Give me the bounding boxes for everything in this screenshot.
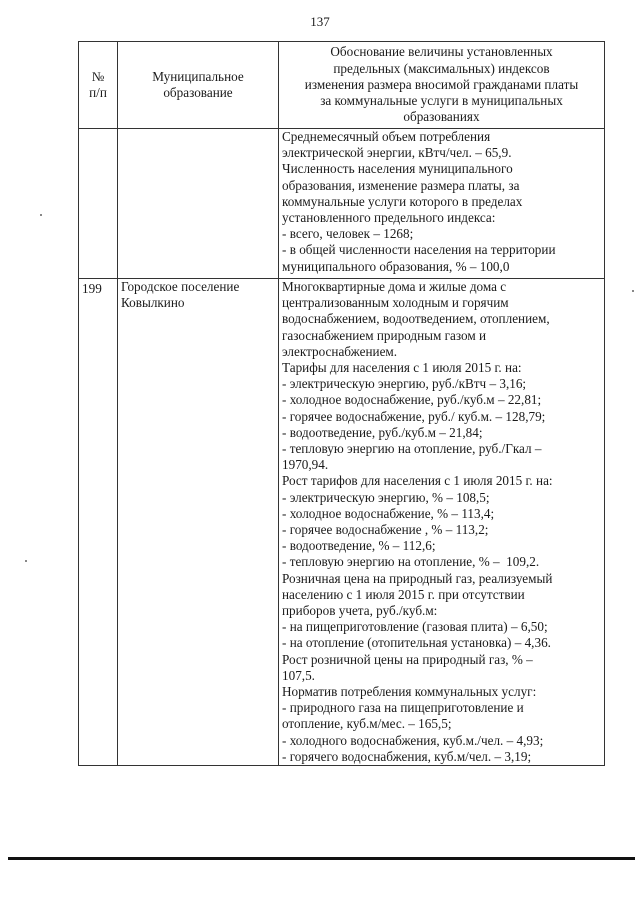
justification-line: - водоотведение, % – 112,6; — [282, 538, 436, 554]
justification-line: - водоотведение, руб./куб.м – 21,84; — [282, 424, 483, 440]
cell-municipality — [118, 279, 279, 766]
header-municipality-line: Муниципальное — [152, 68, 244, 84]
justification-line: Тарифы для населения с 1 июля 2015 г. на: — [282, 360, 522, 376]
justification-line: - всего, человек – 1268; — [282, 226, 414, 242]
justification-line: Рост тарифов для населения с 1 июля 2015 г. на: — [282, 473, 553, 489]
scan-speck — [25, 560, 27, 562]
justification-line: электроснабжением. — [282, 343, 398, 359]
table-row — [79, 129, 605, 279]
justification-line: централизованным холодным и горячим — [282, 295, 509, 311]
justification-line: 1970,94. — [282, 457, 329, 473]
header-justification-line: предельных (максимальных) индексов — [333, 60, 550, 76]
header-justification-line: изменения размера вносимой гражданами платы — [304, 76, 579, 92]
justification-line: Численность населения муниципального — [282, 161, 513, 177]
justification-line: 107,5. — [282, 667, 315, 683]
justification-line: отопление, куб.м/мес. – 165,5; — [282, 716, 452, 732]
scan-speck — [40, 214, 42, 216]
indices-table — [78, 41, 605, 766]
table-body — [79, 129, 605, 766]
justification-line: - горячее водоснабжение , % – 113,2; — [282, 522, 489, 538]
justification-line: Розничная цена на природный газ, реализуемый — [282, 570, 553, 586]
cell-num — [79, 279, 118, 766]
justification-line: - тепловую энергию на отопление, руб./Гкал – — [282, 441, 542, 457]
justification-line: - природного газа на пищеприготовление и — [282, 700, 524, 716]
justification-line: Многоквартирные дома и жилые дома с — [282, 279, 507, 294]
justification-line: образования, изменение размера платы, за — [282, 177, 520, 193]
municipality-line: Городское поселение — [121, 279, 240, 294]
header-municipality-line: образование — [163, 85, 233, 100]
header-municipality — [118, 42, 279, 129]
justification-line: Среднемесячный объем потребления — [282, 129, 491, 144]
justification-line: Норматив потребления коммунальных услуг: — [282, 684, 537, 700]
table-row — [79, 279, 605, 766]
cell-num — [79, 129, 118, 279]
justification-line: установленного предельного индекса: — [282, 210, 496, 226]
justification-line: - холодное водоснабжение, руб./куб.м – 22,81; — [282, 392, 542, 408]
justification-line: - в общей численности населения на территории — [282, 242, 556, 258]
cell-municipality — [118, 129, 279, 279]
page-number: 137 — [310, 14, 330, 29]
table-header-row — [79, 42, 605, 129]
municipality-line: Ковылкино — [121, 295, 185, 311]
page-bottom-rule — [8, 857, 635, 860]
justification-line: - горячего водоснабжения, куб.м/чел. – 3,19; — [282, 748, 532, 764]
justification-line: - тепловую энергию на отопление, % – 109,2. — [282, 554, 540, 570]
header-justification-line: образованиях — [403, 109, 480, 125]
justification-line: - на пищеприготовление (газовая плита) – 6,50; — [282, 619, 548, 635]
justification-line: муниципального образования, % – 100,0 — [282, 258, 510, 274]
justification-line: - электрическую энергию, % – 108,5; — [282, 489, 490, 505]
justification-line: Рост розничной цены на природный газ, % – — [282, 651, 533, 667]
justification-line: коммунальные услуги которого в пределах — [282, 193, 523, 209]
header-num-line: № — [91, 68, 105, 84]
justification-line: газоснабжением природным газом и — [282, 327, 487, 343]
header-num-line: п/п — [89, 85, 107, 100]
header-num — [79, 42, 118, 129]
row-number — [82, 129, 114, 131]
justification-line: - холодного водоснабжения, куб.м./чел. – 4,93; — [282, 732, 544, 748]
justification-line: населению с 1 июля 2015 г. при отсутствии — [282, 586, 525, 602]
cell-justification — [279, 129, 605, 279]
cell-justification — [279, 279, 605, 766]
header-justification-line: Обоснование величины установленных — [330, 44, 553, 60]
justification-line: - электрическую энергию, руб./кВтч – 3,16; — [282, 376, 527, 392]
justification-line: водоснабжением, водоотведением, отоплением, — [282, 311, 550, 327]
justification-line: - на отопление (отопительная установка) – 4,36. — [282, 635, 551, 651]
justification-line: приборов учета, руб./куб.м: — [282, 603, 438, 619]
scan-speck — [632, 290, 634, 292]
header-justification-line: за коммунальные услуги в муниципальных — [320, 93, 563, 109]
header-justification — [279, 42, 605, 129]
justification-line: - холодное водоснабжение, % – 113,4; — [282, 505, 495, 521]
justification-line: - горячее водоснабжение, руб./ куб.м. – 128,79; — [282, 408, 546, 424]
row-number: 199 — [82, 281, 102, 296]
justification-line: электрической энергии, кВтч/чел. – 65,9. — [282, 145, 512, 161]
